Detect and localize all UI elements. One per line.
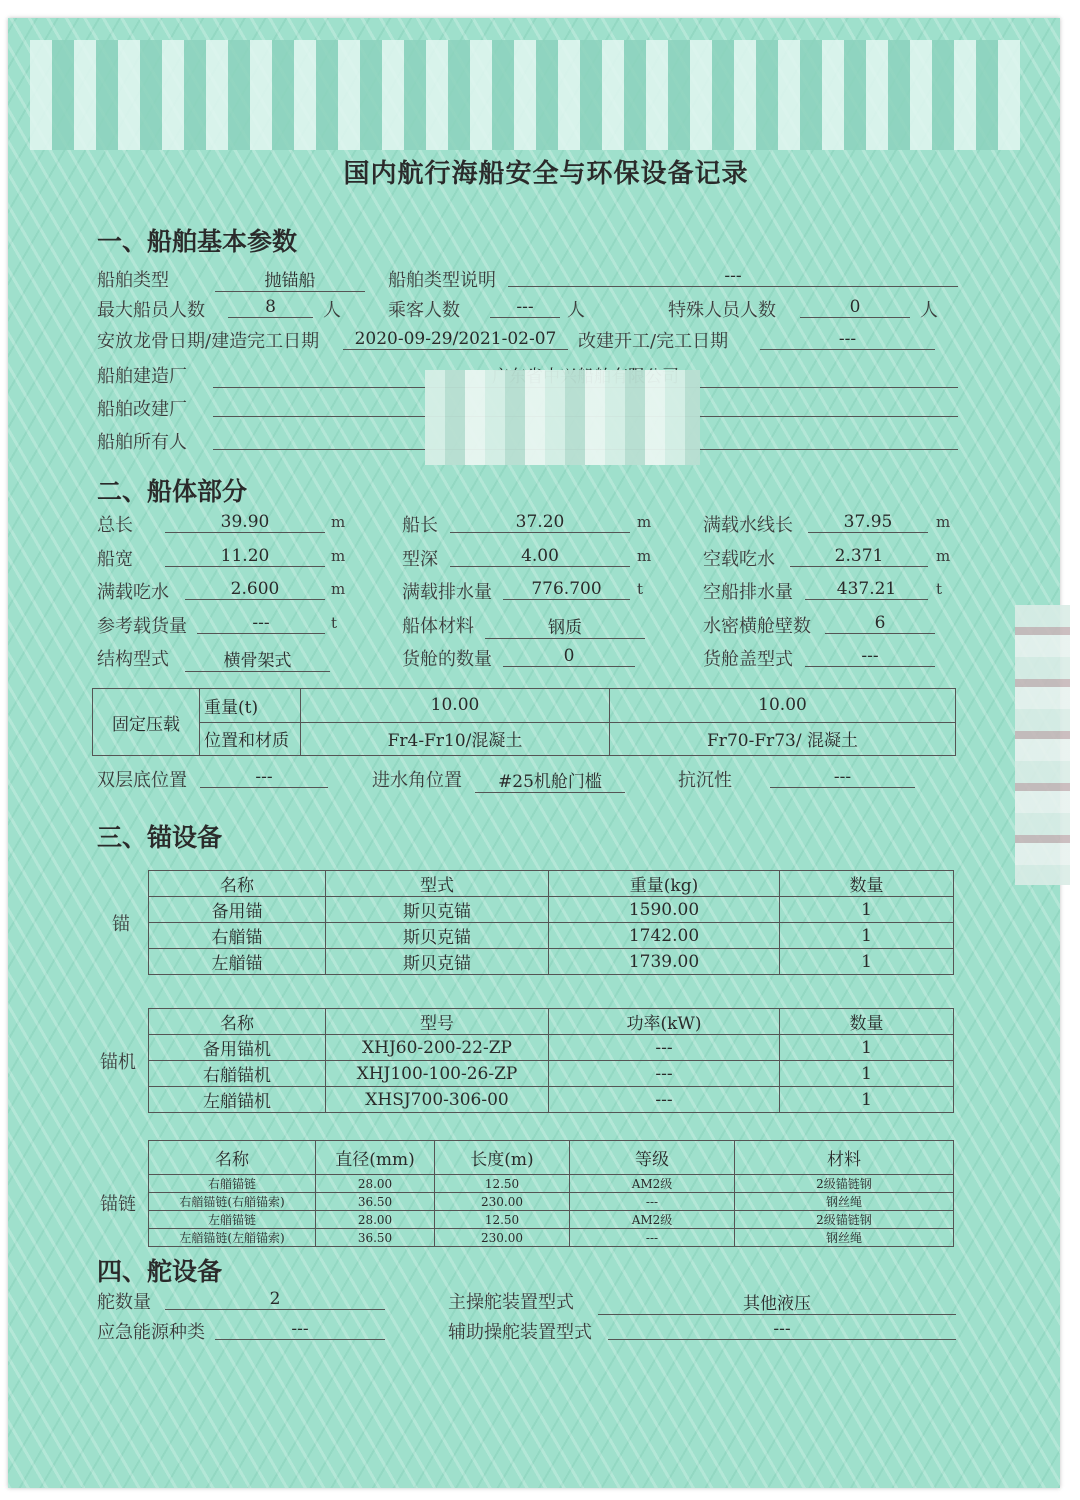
emergency-power-value: --- — [215, 1319, 385, 1340]
ballast-table — [92, 688, 956, 756]
material-label: 船体材料 — [402, 616, 474, 637]
chain-group-label: 锚链 — [100, 1194, 136, 1215]
chain-header: 名称 — [149, 1141, 316, 1175]
rudder-count-label: 舵数量 — [97, 1292, 151, 1313]
anchor-header: 数量 — [780, 871, 954, 897]
depth-value: 4.00 — [450, 546, 630, 567]
windlass-cell: 1 — [780, 1035, 954, 1061]
light-disp-value: 437.21 — [805, 579, 928, 600]
ballast-pos-1: Fr4-Fr10/混凝土 — [301, 722, 610, 756]
section-rudder: 四、舵设备 — [97, 1257, 223, 1286]
type-desc-value: --- — [508, 266, 958, 287]
chain-cell: 2级锚链钢 — [735, 1175, 954, 1193]
windlass-cell: XHJ60-200-22-ZP — [326, 1035, 549, 1061]
beam-label: 船宽 — [97, 549, 133, 570]
chain-cell: 2级锚链钢 — [735, 1211, 954, 1229]
full-draft-label: 满载吃水 — [97, 582, 169, 603]
anchor-cell: 斯贝克锚 — [326, 897, 549, 923]
chain-cell: --- — [570, 1193, 735, 1211]
rudder-count-value: 2 — [165, 1289, 385, 1310]
bulkheads-label: 水密横舱壁数 — [703, 616, 811, 637]
double-bottom-value: --- — [200, 767, 328, 788]
framing-label: 结构型式 — [97, 649, 169, 670]
ballast-pos-label: 位置和材质 — [200, 722, 301, 756]
ship-type-value: 抛锚船 — [215, 266, 365, 292]
table-row — [149, 1211, 954, 1229]
main-steering-label: 主操舵装置型式 — [448, 1292, 574, 1313]
anchor-cell: 1742.00 — [549, 923, 780, 949]
chain-header: 等级 — [570, 1141, 735, 1175]
ballast-pos-2: Fr70-Fr73/ 混凝土 — [610, 722, 956, 756]
chain-cell: 左艏锚链(左艏锚索) — [149, 1229, 316, 1247]
builder-label: 船舶建造厂 — [97, 366, 187, 387]
chain-cell: --- — [570, 1229, 735, 1247]
chain-cell: 右艏锚链(右艏锚索) — [149, 1193, 316, 1211]
redacted-owner — [425, 370, 700, 465]
chain-cell: 钢丝绳 — [735, 1229, 954, 1247]
redacted-seal — [1015, 605, 1070, 885]
windlass-cell: 左艏锚机 — [149, 1087, 326, 1113]
lwl-value: 37.95 — [808, 512, 928, 533]
chain-header: 材料 — [735, 1141, 954, 1175]
refit-value: --- — [760, 329, 935, 350]
loa-value: 39.90 — [165, 512, 325, 533]
windlass-cell: --- — [549, 1087, 780, 1113]
table-row — [149, 1229, 954, 1247]
holds-value: 0 — [503, 646, 635, 667]
anchor-cell: 1 — [780, 923, 954, 949]
chain-cell: AM2级 — [570, 1211, 735, 1229]
table-row — [149, 1061, 954, 1087]
anchor-cell: 1739.00 — [549, 949, 780, 975]
chain-cell: 钢丝绳 — [735, 1193, 954, 1211]
passengers-label: 乘客人数 — [388, 300, 460, 321]
flood-label: 进水角位置 — [372, 770, 462, 791]
lpp-unit: m — [637, 513, 652, 531]
full-draft-unit: m — [331, 580, 346, 598]
anchor-cell: 右艏锚 — [149, 923, 326, 949]
light-draft-value: 2.371 — [790, 546, 928, 567]
framing-value: 横骨架式 — [185, 646, 330, 672]
windlass-cell: XHJ100-100-26-ZP — [326, 1061, 549, 1087]
unsinkable-value: --- — [770, 767, 915, 788]
lwl-label: 满载水线长 — [703, 515, 793, 536]
table-row — [149, 1035, 954, 1061]
anchor-group-label: 锚 — [112, 914, 130, 935]
hatch-value: --- — [805, 646, 935, 667]
chain-cell: 36.50 — [316, 1193, 435, 1211]
anchor-header: 重量(kg) — [549, 871, 780, 897]
section-anchor: 三、锚设备 — [97, 823, 223, 852]
keel-value: 2020-09-29/2021-02-07 — [343, 329, 568, 350]
windlass-header: 功率(kW) — [549, 1009, 780, 1035]
emergency-power-label: 应急能源种类 — [97, 1322, 205, 1343]
anchor-table — [148, 870, 954, 975]
flood-value: #25机舱门槛 — [475, 767, 625, 793]
lpp-value: 37.20 — [450, 512, 630, 533]
chain-cell: 230.00 — [435, 1193, 570, 1211]
anchor-cell: 斯贝克锚 — [326, 949, 549, 975]
document-title: 国内航行海船安全与环保设备记录 — [343, 159, 749, 189]
chain-table — [148, 1140, 954, 1247]
table-row — [149, 923, 954, 949]
double-bottom-label: 双层底位置 — [97, 770, 187, 791]
max-crew-unit: 人 — [323, 300, 341, 321]
section-hull: 二、船体部分 — [97, 477, 248, 506]
lwl-unit: m — [936, 513, 951, 531]
table-row — [149, 1087, 954, 1113]
light-draft-label: 空载吃水 — [703, 549, 775, 570]
owner-label: 船舶所有人 — [97, 432, 187, 453]
depth-unit: m — [637, 547, 652, 565]
table-row — [149, 1175, 954, 1193]
chain-cell: 左艏锚链 — [149, 1211, 316, 1229]
windlass-table — [148, 1008, 954, 1113]
lpp-label: 船长 — [402, 515, 438, 536]
windlass-cell: 1 — [780, 1087, 954, 1113]
windlass-cell: --- — [549, 1061, 780, 1087]
max-crew-value: 8 — [228, 297, 313, 318]
material-value: 钢质 — [485, 613, 645, 639]
special-unit: 人 — [920, 300, 938, 321]
type-desc-label: 船舶类型说明 — [388, 270, 496, 291]
full-draft-value: 2.600 — [185, 579, 325, 600]
max-crew-label: 最大船员人数 — [97, 300, 205, 321]
chain-cell: AM2级 — [570, 1175, 735, 1193]
windlass-cell: XHSJ700-306-00 — [326, 1087, 549, 1113]
chain-cell: 28.00 — [316, 1211, 435, 1229]
full-disp-value: 776.700 — [503, 579, 630, 600]
ballast-weight-label: 重量(t) — [200, 689, 301, 723]
redacted-header — [30, 40, 1020, 150]
light-disp-label: 空船排水量 — [703, 582, 793, 603]
chain-header: 长度(m) — [435, 1141, 570, 1175]
full-disp-unit: t — [637, 580, 644, 598]
windlass-cell: 右艏锚机 — [149, 1061, 326, 1087]
ballast-weight-1: 10.00 — [301, 689, 610, 723]
anchor-cell: 左艏锚 — [149, 949, 326, 975]
chain-cell: 12.50 — [435, 1211, 570, 1229]
full-disp-label: 满载排水量 — [402, 582, 492, 603]
windlass-cell: --- — [549, 1035, 780, 1061]
passengers-value: --- — [490, 297, 560, 318]
bulkheads-value: 6 — [825, 613, 935, 634]
anchor-cell: 斯贝克锚 — [326, 923, 549, 949]
anchor-cell: 1 — [780, 949, 954, 975]
windlass-header: 名称 — [149, 1009, 326, 1035]
windlass-header: 型号 — [326, 1009, 549, 1035]
cargo-label: 参考载货量 — [97, 616, 187, 637]
refit-label: 改建开工/完工日期 — [578, 331, 729, 352]
loa-label: 总长 — [97, 515, 133, 536]
anchor-header: 名称 — [149, 871, 326, 897]
windlass-cell: 1 — [780, 1061, 954, 1087]
ballast-label: 固定压载 — [93, 689, 200, 756]
table-row — [149, 897, 954, 923]
light-disp-unit: t — [936, 580, 943, 598]
special-label: 特殊人员人数 — [668, 300, 776, 321]
main-steering-value: 其他液压 — [598, 1289, 956, 1315]
windlass-cell: 备用锚机 — [149, 1035, 326, 1061]
windlass-group-label: 锚机 — [100, 1052, 136, 1073]
light-draft-unit: m — [936, 547, 951, 565]
cargo-value: --- — [197, 613, 325, 634]
hatch-label: 货舱盖型式 — [703, 649, 793, 670]
chain-cell: 右艏锚链 — [149, 1175, 316, 1193]
aux-steering-label: 辅助操舵装置型式 — [448, 1322, 592, 1343]
anchor-cell: 1590.00 — [549, 897, 780, 923]
chain-header: 直径(mm) — [316, 1141, 435, 1175]
aux-steering-value: --- — [608, 1319, 956, 1340]
ballast-weight-2: 10.00 — [610, 689, 956, 723]
anchor-header: 型式 — [326, 871, 549, 897]
cargo-unit: t — [331, 614, 338, 632]
depth-label: 型深 — [402, 549, 438, 570]
section-basic-params: 一、船舶基本参数 — [97, 227, 298, 256]
beam-value: 11.20 — [165, 546, 325, 567]
ship-type-label: 船舶类型 — [97, 270, 169, 291]
anchor-cell: 1 — [780, 897, 954, 923]
keel-label: 安放龙骨日期/建造完工日期 — [97, 331, 320, 352]
chain-cell: 12.50 — [435, 1175, 570, 1193]
windlass-header: 数量 — [780, 1009, 954, 1035]
beam-unit: m — [331, 547, 346, 565]
holds-label: 货舱的数量 — [402, 649, 492, 670]
special-value: 0 — [800, 297, 910, 318]
passengers-unit: 人 — [567, 300, 585, 321]
table-row — [149, 1193, 954, 1211]
chain-cell: 28.00 — [316, 1175, 435, 1193]
chain-cell: 36.50 — [316, 1229, 435, 1247]
loa-unit: m — [331, 513, 346, 531]
rebuilder-label: 船舶改建厂 — [97, 399, 187, 420]
chain-cell: 230.00 — [435, 1229, 570, 1247]
anchor-cell: 备用锚 — [149, 897, 326, 923]
table-row — [149, 949, 954, 975]
unsinkable-label: 抗沉性 — [678, 770, 732, 791]
